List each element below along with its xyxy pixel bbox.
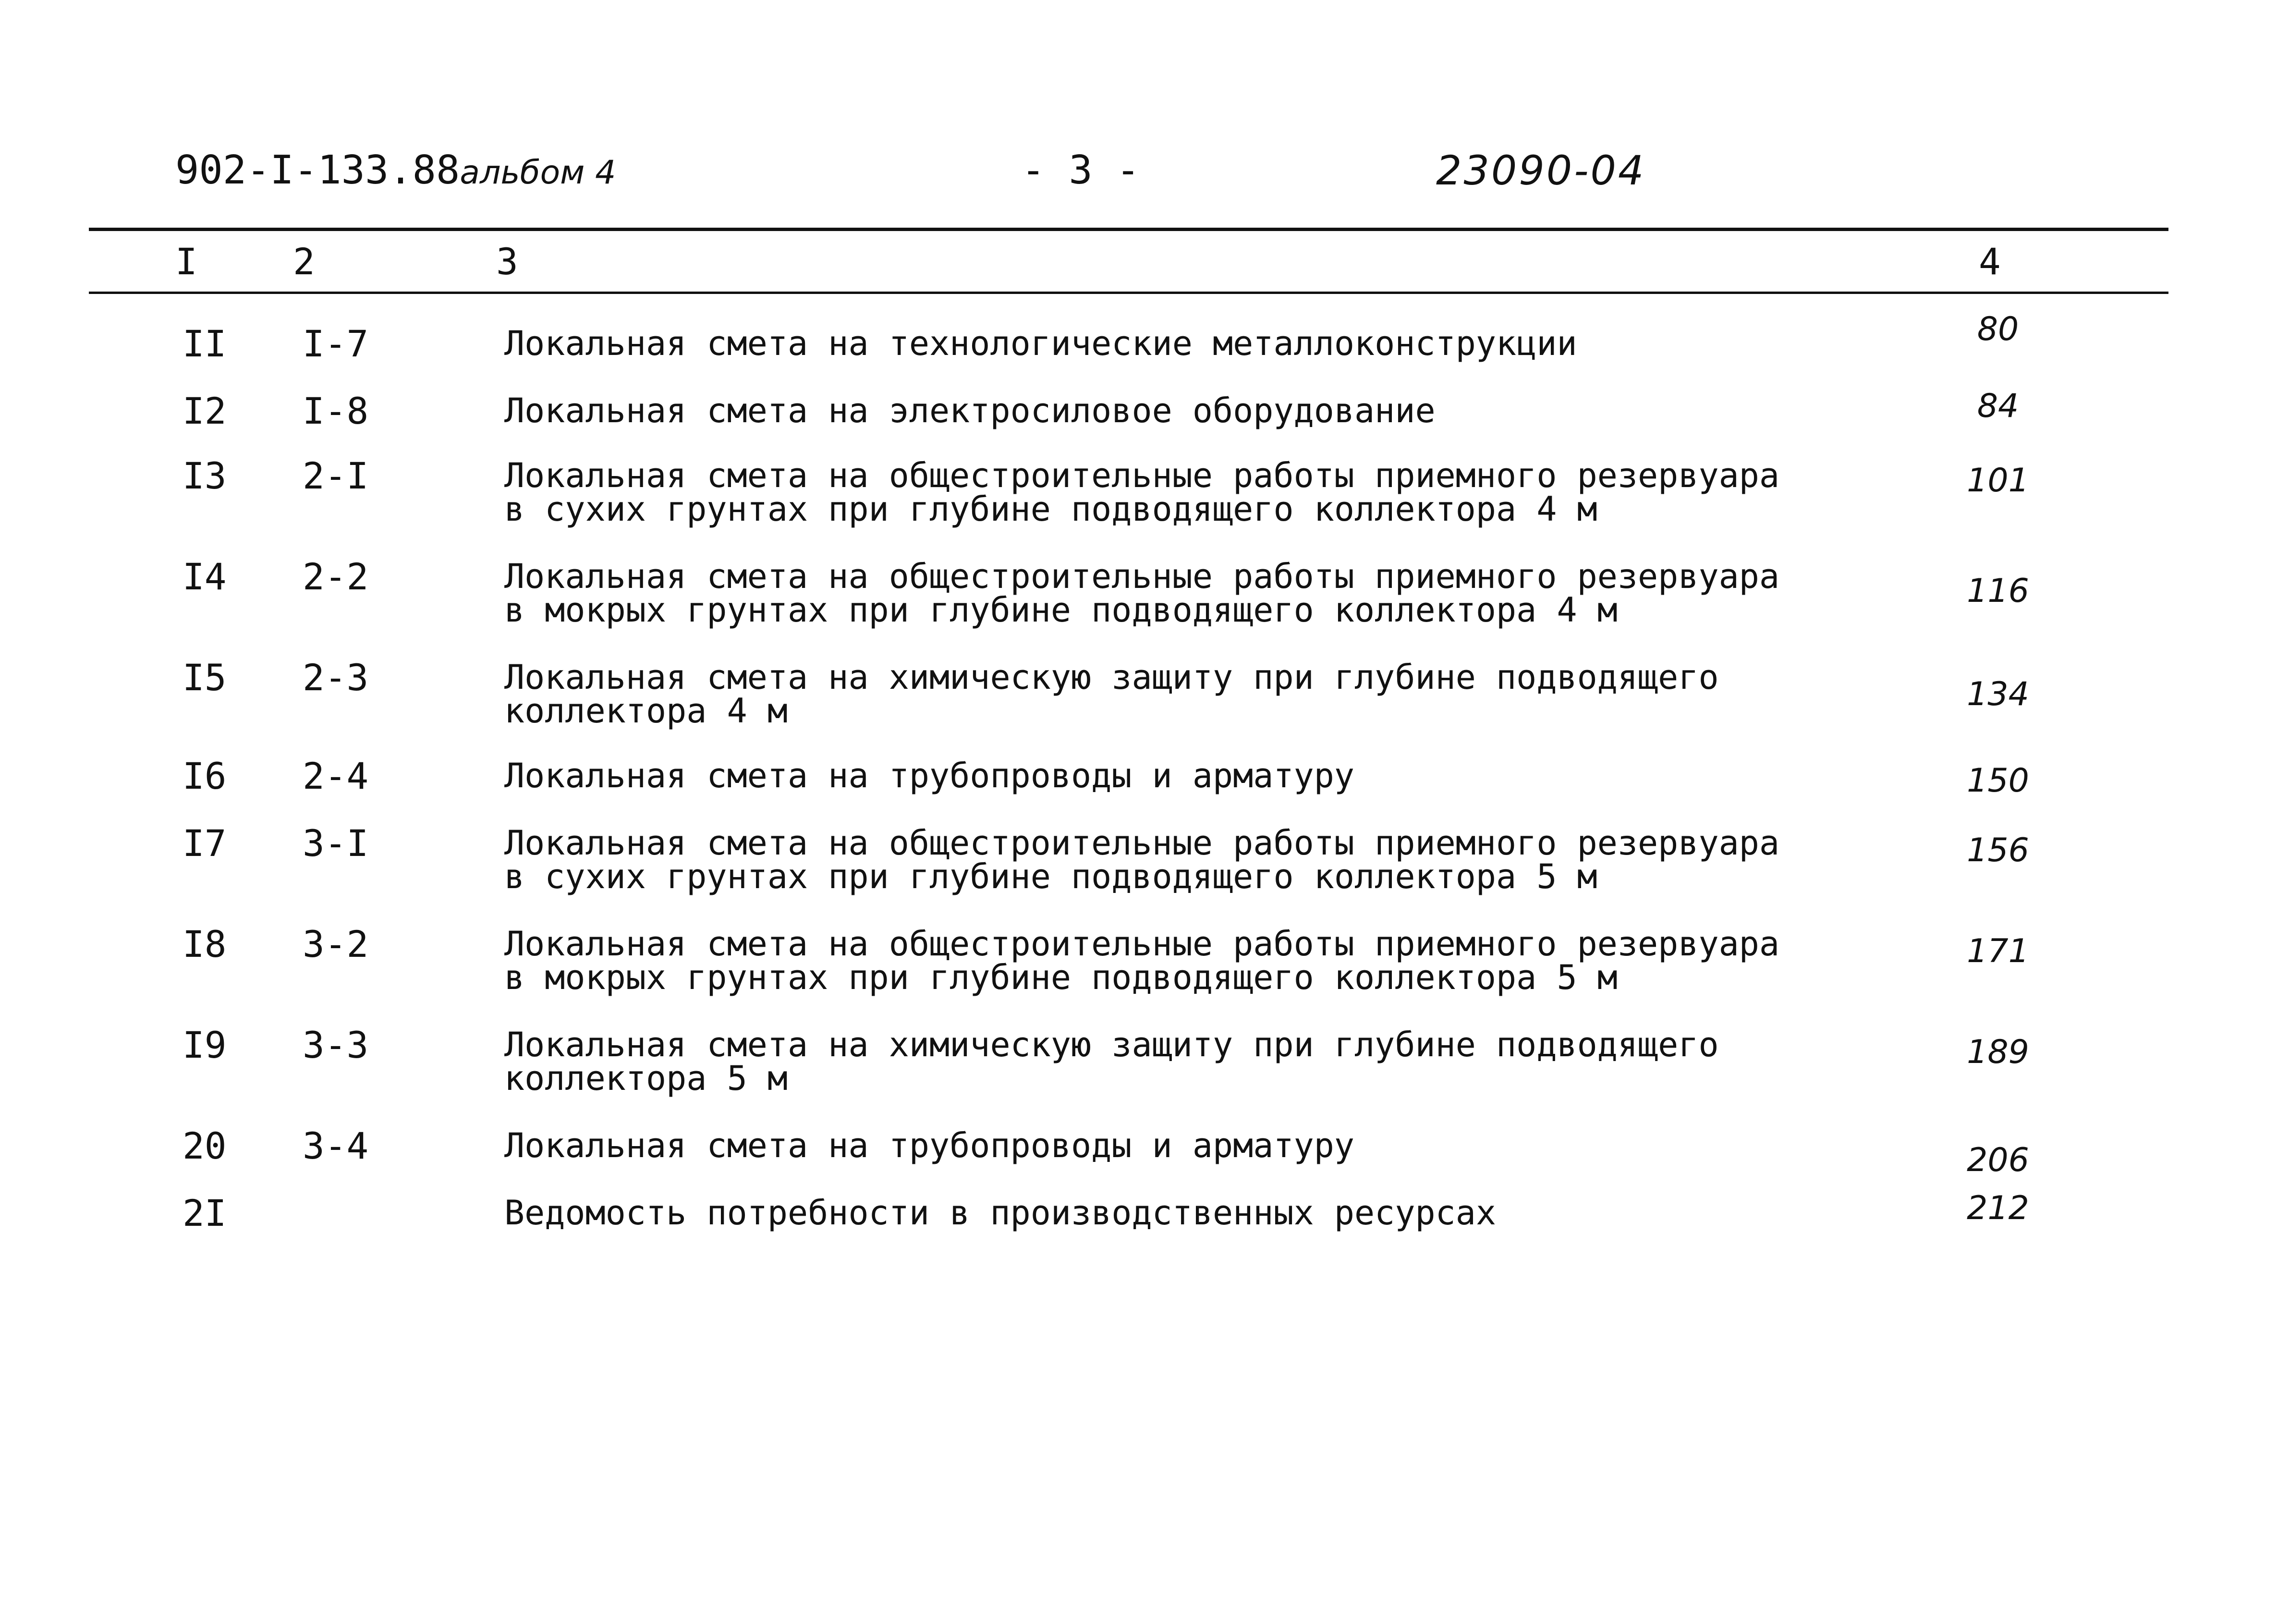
row-page: 116 [1967,572,2029,610]
row-title: Локальная смета на общестроительные работы приемного резервуара в сухих грунтах при глубине подводящего коллектора 5 м [504,823,1780,896]
table-row [0,656,2277,742]
document-code [175,144,616,197]
row-page: 189 [1967,1033,2029,1071]
row-number: I6 [183,755,227,797]
row-number: I5 [183,656,227,699]
row-title: Локальная смета на общестроительные работы приемного резервуара в мокрых грунтах при глубине подводящего коллектора 5 м [504,924,1780,997]
row-title: Локальная смета на электросиловое оборудование [504,391,1436,430]
inventory-number: 23090-04 [1436,147,1646,194]
row-title: Локальная смета на трубопроводы и арматуру [504,1126,1355,1165]
row-number: 2I [183,1192,227,1234]
column-header-2: 2 [293,240,315,283]
row-page: 80 [1977,310,2019,348]
row-page: 134 [1967,675,2029,713]
row-title: Локальная смета на общестроительные работы приемного резервуара в сухих грунтах при глубине подводящего коллектора 4 м [504,456,1780,529]
row-code: 2-4 [303,755,369,797]
row-title: Локальная смета на трубопроводы и арматуру [504,756,1355,795]
row-page: 156 [1967,831,2029,869]
row-title: Локальная смета на технологические металлоконструкции [504,324,1577,363]
row-code: 3-3 [303,1024,369,1066]
row-code: 3-2 [303,923,369,965]
row-title: Локальная смета на химическую защиту при глубине подводящего коллектора 5 м [504,1025,1719,1098]
row-code: 3-4 [303,1124,369,1167]
row-title: Локальная смета на общестроительные работы приемного резервуара в мокрых грунтах при глубине подводящего коллектора 4 м [504,557,1780,630]
row-code: I-7 [303,322,369,365]
column-header-1: I [175,240,197,283]
column-header-3: 3 [496,240,518,283]
table-row [0,822,2277,908]
row-page: 212 [1967,1189,2029,1227]
row-page: 101 [1967,462,2029,500]
row-number: I9 [183,1024,227,1066]
row-number: II [183,322,227,365]
row-page: 150 [1967,762,2029,800]
table-row [0,555,2277,641]
row-title: Локальная смета на химическую защиту при глубине подводящего коллектора 4 м [504,658,1719,731]
row-number: I4 [183,555,227,598]
table-row [0,1189,2277,1278]
row-code: I-8 [303,390,369,432]
row-number: I2 [183,390,227,432]
row-code: 2-2 [303,555,369,598]
table-row [0,923,2277,1009]
row-code: 2-I [303,454,369,497]
row-number: I8 [183,923,227,965]
document-code-text: 902-I-133.88 [175,147,460,193]
row-number: 20 [183,1124,227,1167]
row-code: 2-3 [303,656,369,699]
row-number: I7 [183,822,227,865]
row-title: Ведомость потребности в производственных ресурсах [504,1193,1497,1233]
page-number: - 3 - [1021,147,1140,193]
row-page: 171 [1967,932,2029,970]
table-row [0,454,2277,540]
header-rule [89,292,2168,294]
album-note: альбом 4 [460,154,616,192]
row-code: 3-I [303,822,369,865]
row-page: 206 [1967,1141,2029,1179]
column-header-4: 4 [1979,240,2001,283]
row-page: 84 [1977,387,2019,425]
top-rule [89,228,2168,231]
row-number: I3 [183,454,227,497]
table-row [0,1024,2277,1110]
